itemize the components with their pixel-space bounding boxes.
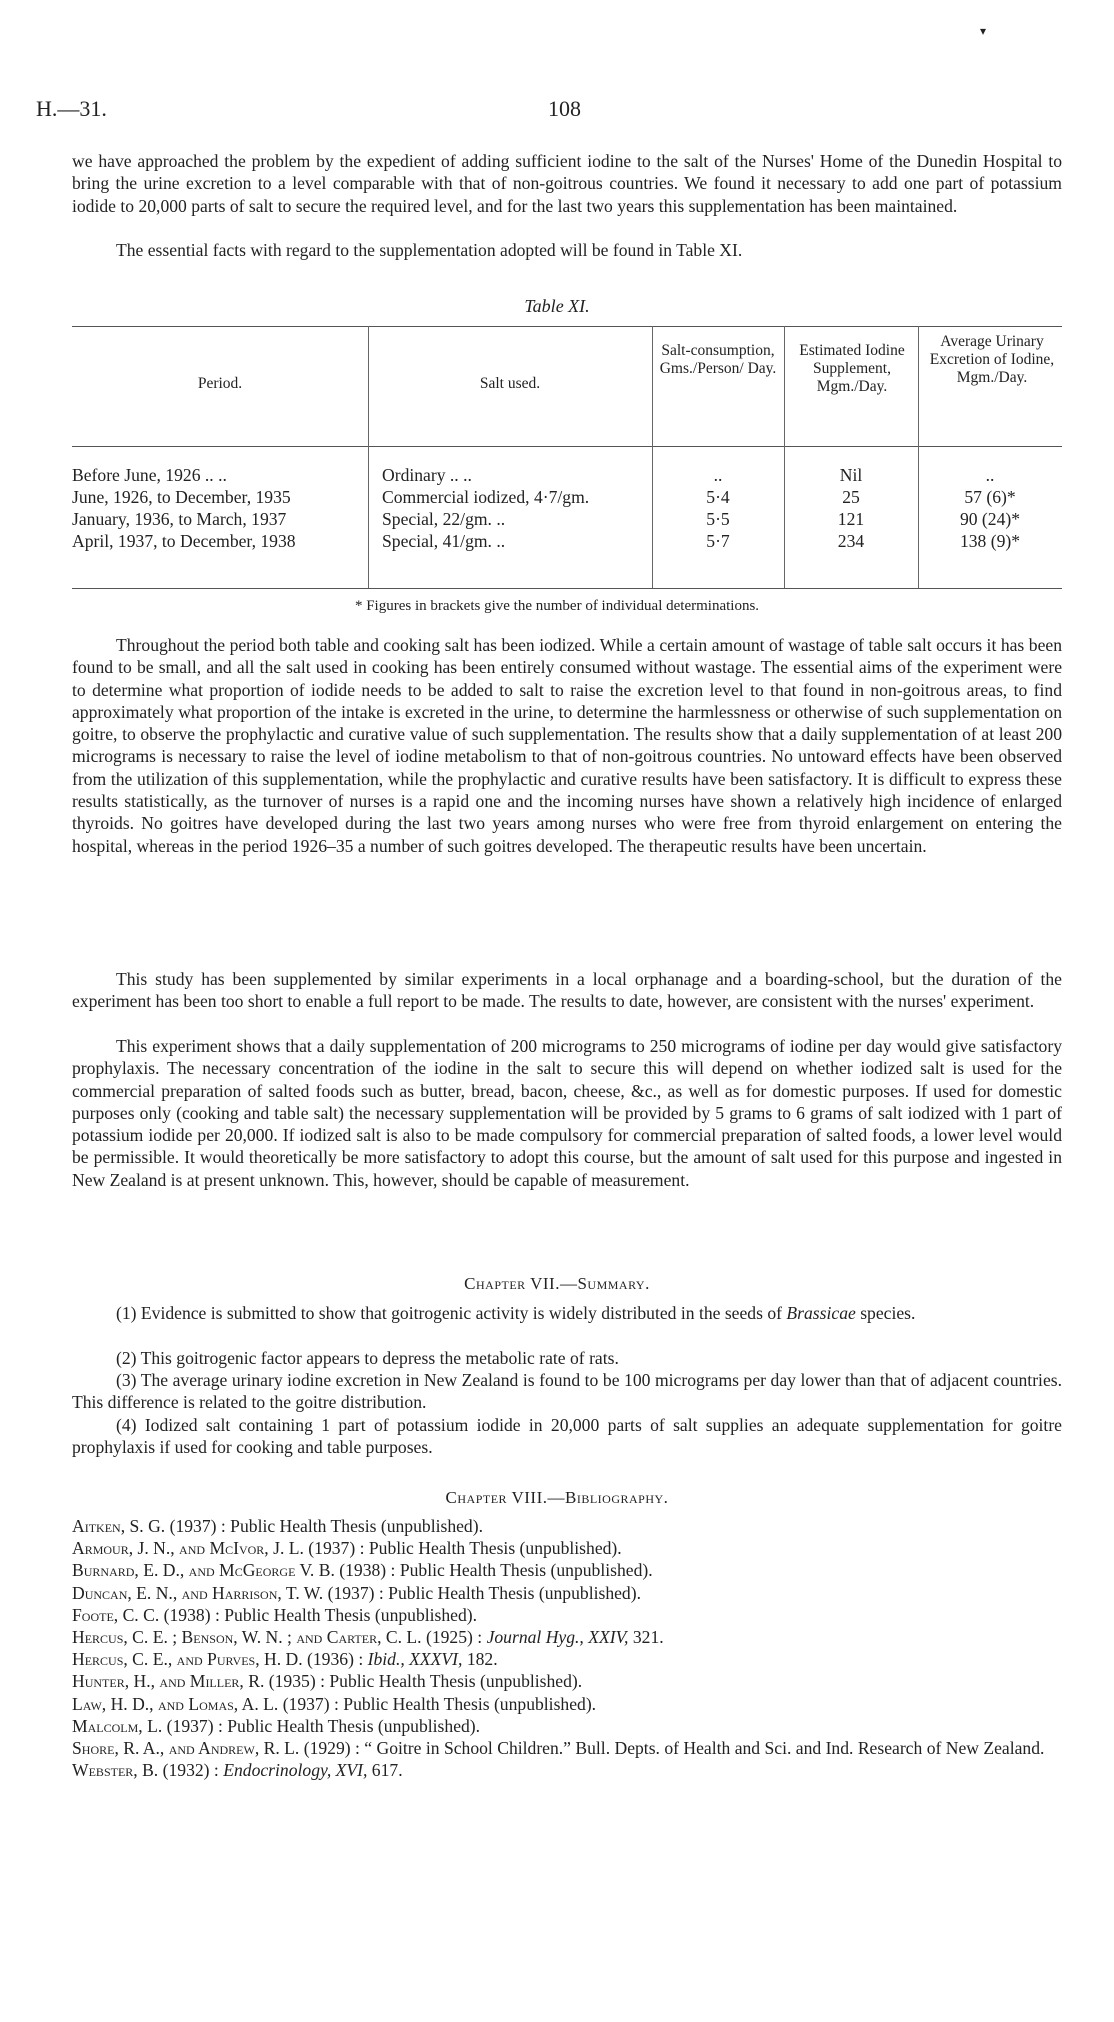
table-header-rule <box>72 446 1062 447</box>
cell-excretion: .. <box>985 465 995 485</box>
table-title: Table XI. <box>524 296 590 316</box>
entry-authors: Duncan, E. N., and Harrison, T. W. <box>72 1582 324 1603</box>
bibliography-entry <box>72 1715 1062 1737</box>
entry-authors: Aitken, S. G. <box>72 1516 166 1536</box>
cell-period: Before June, 1926 .. .. <box>72 465 227 485</box>
cell-consumption: 5·4 <box>706 487 730 507</box>
bibliography-entry <box>72 1604 1062 1626</box>
document-code: H.—31. <box>36 96 107 121</box>
page-number: 108 <box>548 96 581 121</box>
entry-page: 182. <box>466 1649 498 1670</box>
bibliography-entry <box>72 1582 1062 1604</box>
cell-salt-used: Special, 41/gm. .. <box>382 531 506 551</box>
cell-excretion: 90 (24)* <box>959 509 1021 529</box>
cell-supplement: 121 <box>837 509 865 529</box>
body-paragraph: This experiment shows that a daily supplementation of 200 micrograms to 250 micrograms of iodine per day would give satisfactory prophylaxis. The necessary concentration of the iodine in the salt to secure this will depend on whether iodized salt is used for the commercial preparation of salted foods such as butter, bread, bacon, cheese, &c., as well as for domestic purposes. If used for domestic purposes only (cooking and table salt) the necessary supplementation will be provided by 5 grams to 6 grams of salt iodized with 1 part of potassium iodide per 20,000. If iodized salt is also to be made compulsory for commercial preparation of salted foods, a lower level would be permissible. It would theoretically be more satisfactory to adopt this course, but the amount of salt used for this purpose and ingested in New Zealand is at present unknown. This, however, should be capable of measurement. <box>72 1036 1062 1190</box>
entry-details: (1938) : Public Health Thesis (unpublished). <box>339 1560 653 1581</box>
cell-supplement: Nil <box>839 465 863 485</box>
entry-authors: Hercus, C. E., and Purves, H. D. <box>72 1649 303 1670</box>
entry-authors: Burnard, E. D., and McGeorge V. B. <box>72 1560 335 1581</box>
intro-paragraph: we have approached the problem by the expedient of adding sufficient iodine to the salt of the Nurses' Home of the Dunedin Hospital to bring the urine excretion to a level comparable with that of non-goitrous countries. We found it necessary to add one part of potassium iodide to 20,000 parts of salt to secure the required level, and for the last two years this supplementation has been maintained. <box>72 151 1062 216</box>
entry-details: (1937) : Public Health Thesis (unpublished). <box>327 1582 641 1603</box>
entry-authors: Foote, C. C. <box>72 1604 160 1625</box>
summary-item-1-genus: Brassicae <box>786 1303 856 1323</box>
summary-item-4: (4) Iodized salt containing 1 part of potassium iodide in 20,000 parts of salt supplies an adequate supplementation for goitre prophylaxis if used for cooking and table purposes. <box>72 1415 1062 1458</box>
entry-authors: Armour, J. N., and McIvor, J. L. <box>72 1538 304 1559</box>
bibliography-entry <box>72 1759 1062 1781</box>
cell-excretion: 57 (6)* <box>964 487 1016 507</box>
entry-authors: Malcolm, L. <box>72 1715 163 1736</box>
entry-authors: Shore, R. A., and Andrew, R. L. <box>72 1738 300 1759</box>
entry-page: 321. <box>632 1627 664 1648</box>
summary-item-1-end: species. <box>860 1303 916 1323</box>
entry-details: (1938) : Public Health Thesis (unpublished). <box>163 1604 478 1625</box>
table-reference-paragraph: The essential facts with regard to the supplementation adopted will be found in Table XI. <box>116 240 743 260</box>
entry-details: (1937) : Public Health Thesis (unpublished). <box>166 1715 481 1736</box>
bibliography-entry <box>72 1648 1062 1670</box>
header-period: Period. <box>197 375 243 392</box>
entry-details: (1937) : Public Health Thesis (unpublished). <box>169 1516 483 1536</box>
entry-authors: Hercus, C. E. ; Benson, W. N. ; and Carter, C. L. <box>72 1627 422 1648</box>
entry-authors: Webster, B. <box>72 1760 159 1781</box>
cell-supplement: 234 <box>837 531 865 551</box>
body-paragraph: This study has been supplemented by similar experiments in a local orphanage and a boarding-school, but the duration of the experiment has been too short to enable a full report to be made. The results to date, however, are consistent with the nurses' experiment. <box>72 969 1062 1012</box>
entry-details: (1935) : Public Health Thesis (unpublished). <box>268 1671 583 1692</box>
column-divider <box>368 326 369 588</box>
header-salt-consumption: Salt-consumption, Gms./Person/ Day. <box>659 342 777 377</box>
corner-mark: ▾ <box>980 24 987 38</box>
table-bottom-rule <box>72 588 1062 589</box>
entry-authors: Law, H. D., and Lomas, A. L. <box>72 1693 279 1714</box>
cell-excretion: 138 (9)* <box>959 531 1021 551</box>
table-footnote: * Figures in brackets give the number of individual determinations. <box>354 598 760 614</box>
cell-supplement: 25 <box>842 487 860 507</box>
entry-details: (1929) : “ Goitre in School Children.” Bull. Depts. of Health and Sci. and Ind. Research of New Zealand. <box>303 1738 1045 1759</box>
cell-period: June, 1926, to December, 1935 <box>72 487 291 507</box>
cell-period: January, 1936, to March, 1937 <box>72 509 287 529</box>
table-top-rule <box>72 326 1062 327</box>
chapter-viii-heading: Chapter VIII.—Bibliography. <box>445 1488 669 1507</box>
bibliography-entry <box>72 1626 1062 1648</box>
header-urinary-excretion: Average Urinary Excretion of Iodine, Mgm./Day. <box>929 333 1055 386</box>
entry-page: 617. <box>371 1760 403 1781</box>
entry-details: (1925) : <box>425 1627 483 1648</box>
bibliography-entry <box>72 1737 1062 1759</box>
cell-consumption: 5·7 <box>706 531 730 551</box>
header-salt-used: Salt used. <box>479 375 541 392</box>
summary-item-2: (2) This goitrogenic factor appears to depress the metabolic rate of rats. <box>116 1348 619 1368</box>
entry-journal: Endocrinology, XVI, <box>223 1760 368 1781</box>
bibliography-entry <box>72 1693 1062 1715</box>
bibliography-entry <box>72 1537 1062 1559</box>
summary-item-1-text: (1) Evidence is submitted to show that goitrogenic activity is widely distributed in the seeds of <box>116 1303 782 1323</box>
entry-authors: Hunter, H., and Miller, R. <box>72 1671 265 1692</box>
entry-journal: Ibid., XXXVI, <box>367 1649 463 1670</box>
bibliography-entry <box>72 1670 1062 1692</box>
entry-details: (1937) : Public Health Thesis (unpublished). <box>282 1693 597 1714</box>
summary-item-1 <box>72 1302 1062 1324</box>
cell-salt-used: Commercial iodized, 4·7/gm. <box>382 487 590 507</box>
cell-consumption: .. <box>713 465 723 485</box>
entry-details: (1937) : Public Health Thesis (unpublished). <box>308 1538 622 1559</box>
entry-details: (1932) : <box>162 1760 219 1781</box>
entry-details: (1936) : <box>307 1649 364 1670</box>
chapter-vii-heading: Chapter VII.—Summary. <box>464 1274 650 1293</box>
cell-consumption: 5·5 <box>706 509 730 529</box>
header-iodine-supplement: Estimated Iodine Supplement, Mgm./Day. <box>799 342 905 395</box>
cell-salt-used: Ordinary .. .. <box>382 465 472 485</box>
summary-item-3: (3) The average urinary iodine excretion in New Zealand is found to be 100 micrograms per day lower than that of adjacent countries. This difference is related to the goitre distribution. <box>72 1370 1062 1413</box>
bibliography-entry <box>72 1559 1062 1581</box>
body-paragraph: Throughout the period both table and cooking salt has been iodized. While a certain amount of wastage of table salt occurs it has been found to be small, and all the salt used in cooking has been entirely consumed without wastage. The essential aims of the experiment were to determine what proportion of iodide needs to be added to salt to raise the excretion level to that found in non-goitrous areas, to find approximately what proportion of the intake is excreted in the urine, to determine the harmlessness or otherwise of such supplementation on goitre, to observe the prophylactic and curative value of such supplementation. The results show that a daily supplementation of at least 200 micrograms is necessary to raise the level of iodine metabolism to that of non-goitrous countries. No untoward effects have been observed from the utilization of this supplementation, while the prophylactic and curative results have been satisfactory. It is difficult to express these results statistically, as the turnover of nurses is a rapid one and the incoming nurses have shown a relatively high incidence of enlarged thyroids. No goitres have developed during the last two years among nurses who were free from thyroid enlargement on entering the hospital, whereas in the period 1926–35 a number of such goitres developed. The therapeutic results have been uncertain. <box>72 635 1062 856</box>
entry-journal: Journal Hyg., XXIV, <box>486 1627 629 1648</box>
bibliography-entry <box>72 1515 1062 1537</box>
cell-salt-used: Special, 22/gm. .. <box>382 509 506 529</box>
bibliography-list <box>72 1515 1062 1781</box>
cell-period: April, 1937, to December, 1938 <box>72 531 296 551</box>
